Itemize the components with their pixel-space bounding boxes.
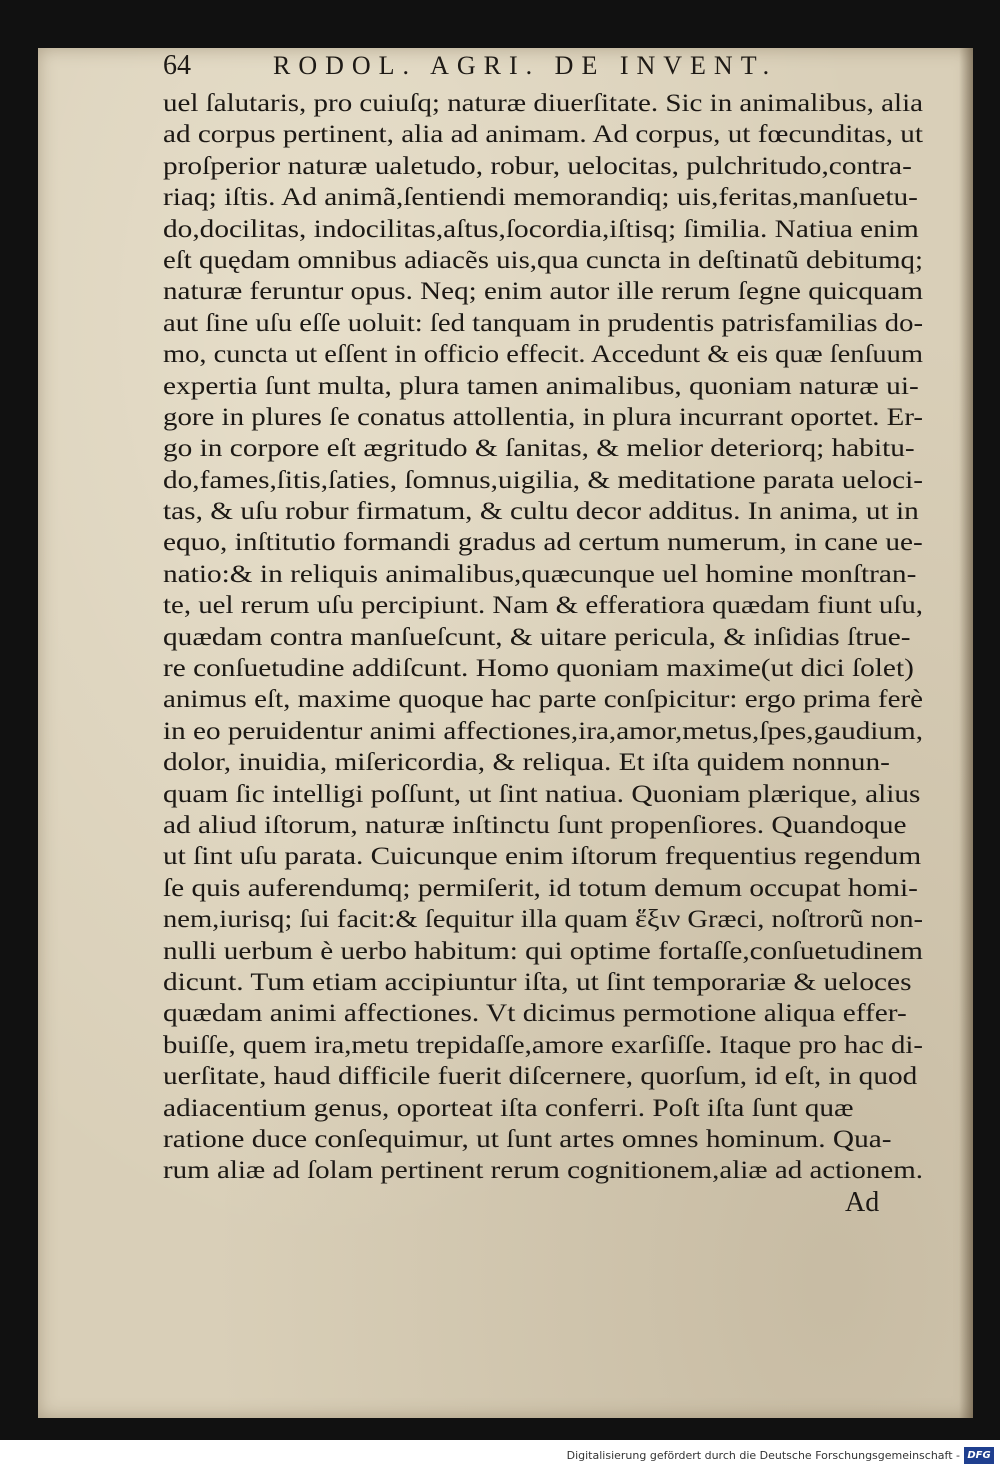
funding-credit: Digitalisierung gefördert durch die Deutsche Forschungsgemeinschaft - xyxy=(566,1449,960,1462)
text-line: buiſſe, quem ira,metu trepidaſſe,amore exarſiſſe. Itaque pro hac di- xyxy=(163,1029,923,1059)
text-line: ut ſint uſu parata. Cuicunque enim iſtorum frequentius regendum xyxy=(163,841,922,871)
dfg-logo-icon: DFG xyxy=(964,1447,994,1464)
text-line: quam ſic intelligi poſſunt, ut ſint natiua. Quoniam plærique, alius xyxy=(163,778,921,808)
footer-bar xyxy=(0,1440,1000,1472)
text-line: do,docilitas, indocilitas,aſtus,ſocordia,iſtisq; ſimilia. Natiua enim xyxy=(163,213,919,243)
text-line: in eo peruidentur animi affectiones,ira,amor,metus,ſpes,gaudium, xyxy=(163,715,923,745)
text-line: dolor, inuidia, miſericordia, & reliqua. Et iſta quidem nonnun- xyxy=(163,747,890,777)
page-number: 64 xyxy=(163,50,191,81)
text-line: uel ſalutaris, pro cuiuſq; naturæ diuerſitate. Sic in animalibus, alia xyxy=(163,88,923,117)
running-head xyxy=(163,41,823,91)
text-line: natio:& in reliquis animalibus,quæcunque uel homine monſtran- xyxy=(163,558,917,588)
text-line: gore in plures ſe conatus attollentia, in plura incurrant oportet. Er- xyxy=(163,401,923,431)
text-line: nem,iurisq; ſui facit:& ſequitur illa quam ἕξιν Græci, noſtrorũ non- xyxy=(163,904,923,934)
text-line: quædam contra manſueſcunt, & uitare pericula, & inſidias ſtrue- xyxy=(163,621,911,651)
text-line: equo, inſtitutio formandi gradus ad certum numerum, in cane ue- xyxy=(163,527,923,557)
text-line: do,fames,ſitis,ſaties, ſomnus,uigilia, & meditatione parata ueloci- xyxy=(163,464,923,494)
text-line: ad corpus pertinent, alia ad animam. Ad corpus, ut fœcunditas, ut xyxy=(163,119,923,149)
text-line: te, uel rerum uſu percipiunt. Nam & efferatiora quædam fiunt uſu, xyxy=(163,590,923,620)
text-line: ratione duce conſequimur, ut ſunt artes omnes hominum. Qua- xyxy=(163,1123,892,1153)
catchword: Ad xyxy=(845,1187,880,1218)
running-title: RODOL. AGRI. DE INVENT. xyxy=(273,51,778,80)
text-line: rum aliæ ad ſolam pertinent rerum cognitionem,aliæ ad actionem. xyxy=(163,1155,923,1185)
text-line: expertia ſunt multa, plura tamen animalibus, quoniam naturæ ui- xyxy=(163,370,919,400)
text-line: nulli uerbum è uerbo habitum: qui optime fortaſſe,conſuetudinem xyxy=(163,935,923,965)
text-line: aut ſine uſu eſſe uoluit: ſed tanquam in prudentis patrisfamilias do- xyxy=(163,307,923,337)
text-line: adiacentium genus, oporteat iſta conferri. Poſt iſta ſunt quæ xyxy=(163,1092,854,1122)
body-text xyxy=(163,87,923,1186)
text-line: dicunt. Tum etiam accipiuntur iſta, ut ſint temporariæ & ueloces xyxy=(163,966,912,996)
text-line: uerſitate, haud difficile fuerit diſcernere, quorſum, id eſt, in quod xyxy=(163,1061,918,1091)
text-line: animus eſt, maxime quoque hac parte conſpicitur: ergo prima ferè xyxy=(163,684,923,714)
text-line: ſe quis auferendumq; permiſerit, id totum demum occupat homi- xyxy=(163,872,918,902)
text-line: eſt quędam omnibus adiacẽs uis,qua cuncta in deſtinatũ debitumq; xyxy=(163,244,923,274)
page-edge-shadow xyxy=(959,48,973,1418)
text-line: go in corpore eſt ægritudo & ſanitas, & melior deteriorq; habitu- xyxy=(163,433,915,463)
text-line: naturæ feruntur opus. Neq; enim autor ille rerum ſegne quicquam xyxy=(163,276,923,306)
text-line: quædam animi affectiones. Vt dicimus permotione aliqua effer- xyxy=(163,998,907,1028)
text-line: tas, & uſu robur firmatum, & cultu decor additus. In anima, ut in xyxy=(163,496,919,526)
text-line: mo, cuncta ut eſſent in officio effecit. Accedunt & eis quæ ſenſuum xyxy=(163,339,923,369)
text-line: re conſuetudine addiſcunt. Homo quoniam maxime(ut dici ſolet) xyxy=(163,653,914,683)
text-line: ad aliud iſtorum, naturæ inſtinctu ſunt propenſiores. Quandoque xyxy=(163,809,907,839)
text-line: proſperior naturæ ualetudo, robur, uelocitas, pulchritudo,contra- xyxy=(163,150,912,180)
text-line: riaq; iſtis. Ad animã,ſentiendi memorandiq; uis,feritas,manſuetu- xyxy=(163,182,918,212)
